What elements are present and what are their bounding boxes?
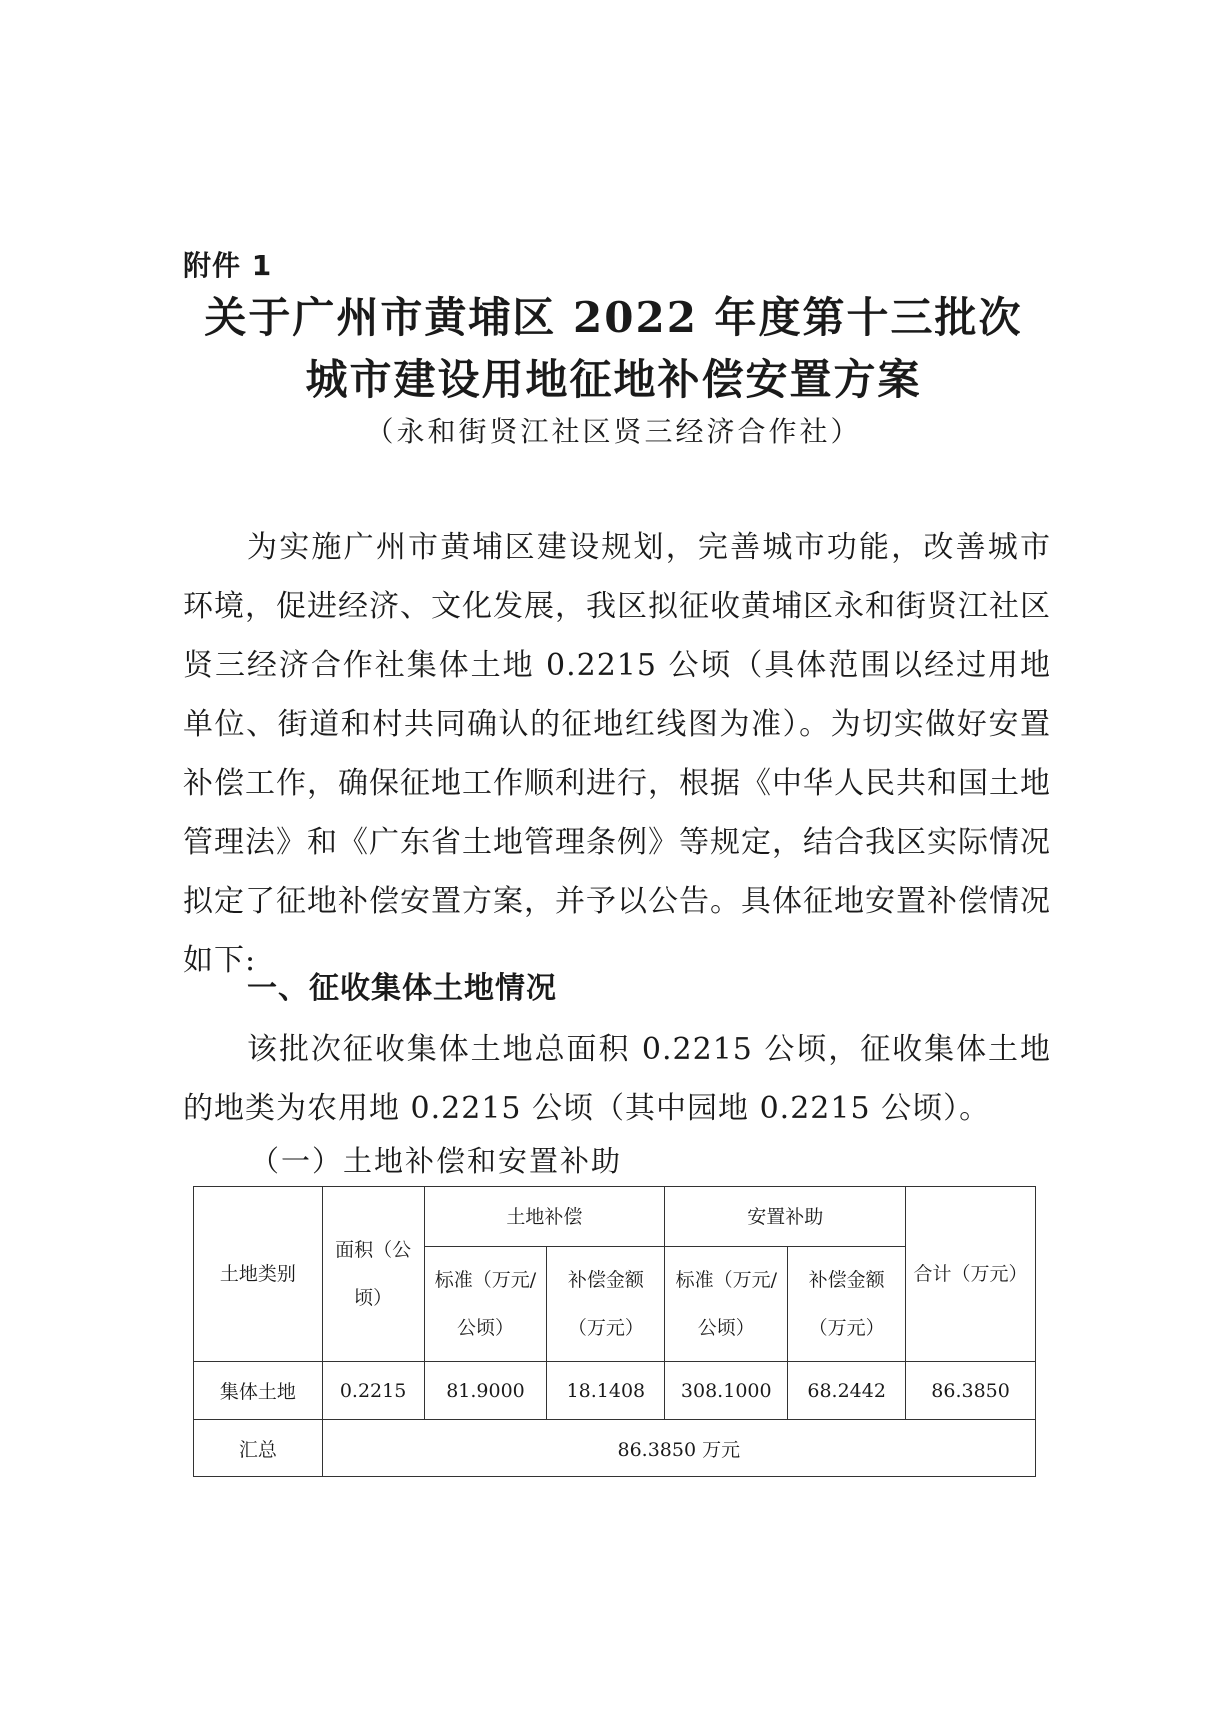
cell-land-amount: 18.1408 (547, 1362, 665, 1420)
header-land-amount: 补偿金额（万元） (547, 1247, 665, 1362)
cell-total: 86.3850 (906, 1362, 1036, 1420)
compensation-table (193, 1186, 1036, 1477)
cell-resettle-amount: 68.2442 (788, 1362, 906, 1420)
section-heading-1: 一、征收集体土地情况 (247, 971, 557, 1006)
subsection-heading-1: （一）土地补偿和安置补助 (250, 1144, 623, 1178)
document-title-line-2: 城市建设用地征地补偿安置方案 (305, 355, 922, 404)
summary-value: 86.3850 万元 (322, 1420, 1035, 1477)
header-resettlement-subsidy: 安置补助 (665, 1187, 906, 1247)
summary-row (194, 1420, 1036, 1477)
header-land-compensation: 土地补偿 (424, 1187, 665, 1247)
intro-paragraph: 为实施广州市黄埔区建设规划，完善城市功能，改善城市环境，促进经济、文化发展，我区拟征收黄埔区永和街贤江社区贤三经济合作社集体土地 0.2215 公顷（具体范围以经过用地单位、街道和村共同确认的征地红线图为准）。为切实做好安置补偿工作，确保征地工作顺利进行，根据《中华人民共和国土地管理法》和《广东省土地管理条例》等规定，结合我区实际情况拟定了征地补偿安置方案，并予以公告。具体征地安置补偿情况如下: (183, 530, 1051, 978)
header-area: 面积（公顷） (322, 1187, 424, 1362)
summary-label: 汇总 (194, 1420, 323, 1477)
cell-area: 0.2215 (322, 1362, 424, 1420)
header-resettle-amount: 补偿金额（万元） (788, 1247, 906, 1362)
document-subtitle: （永和街贤江社区贤三经济合作社） (365, 415, 862, 448)
header-resettle-standard: 标准（万元/公顷） (665, 1247, 788, 1362)
header-land-standard: 标准（万元/公顷） (424, 1247, 547, 1362)
cell-resettle-standard: 308.1000 (665, 1362, 788, 1420)
header-land-type: 土地类别 (194, 1187, 323, 1362)
table-row (194, 1362, 1036, 1420)
document-title-line-1: 关于广州市黄埔区 2022 年度第十三批次 (204, 293, 1023, 342)
header-total: 合计（万元） (906, 1187, 1036, 1362)
cell-land-type: 集体土地 (194, 1362, 323, 1420)
land-summary-paragraph: 该批次征收集体土地总面积 0.2215 公顷，征收集体土地的地类为农用地 0.2215 公顷（其中园地 0.2215 公顷）。 (183, 1032, 1051, 1126)
attachment-label: 附件 1 (183, 249, 273, 282)
cell-land-standard: 81.9000 (424, 1362, 547, 1420)
